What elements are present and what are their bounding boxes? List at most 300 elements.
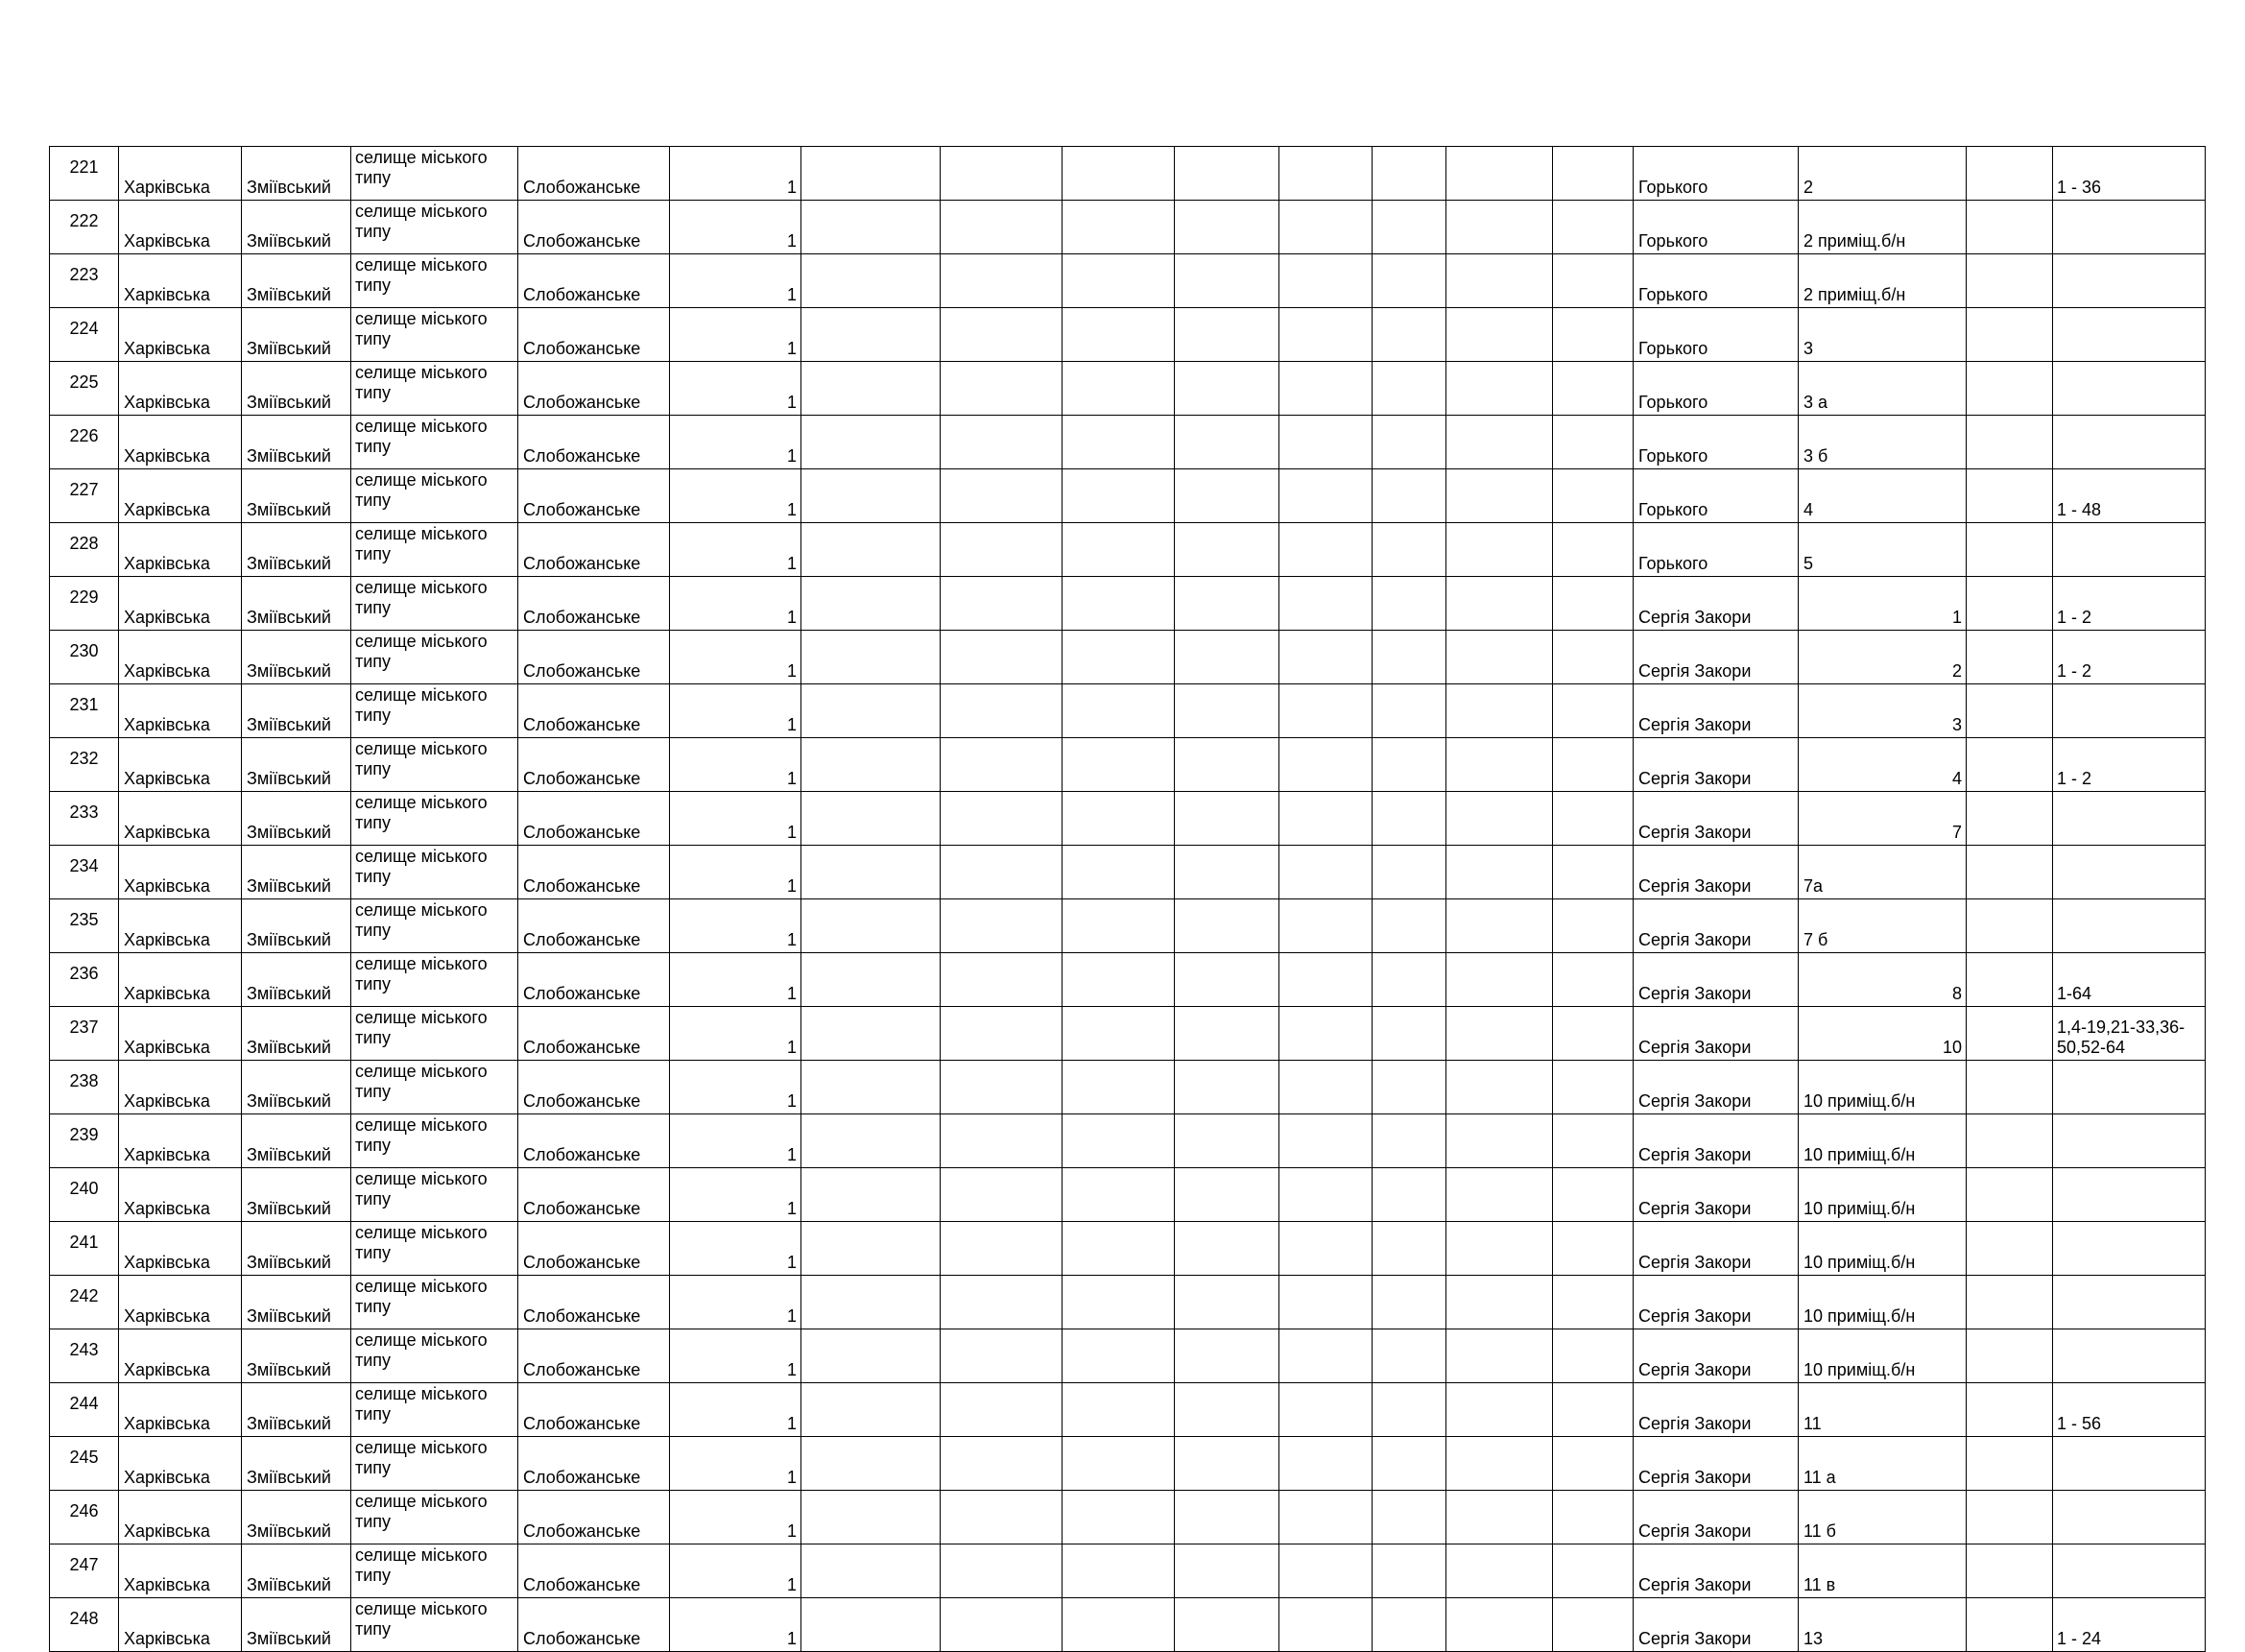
- cell-empty-8: [1553, 523, 1634, 577]
- cell-count: 1: [670, 953, 801, 1007]
- cell-house: 10 приміщ.б/н: [1799, 1168, 1967, 1222]
- cell-row-number: 231: [50, 684, 119, 738]
- cell-street: Сергія Закори: [1634, 1329, 1799, 1383]
- cell-district: Зміївський: [242, 1222, 351, 1276]
- cell-region: Харківська: [119, 254, 242, 308]
- cell-row-number: 234: [50, 846, 119, 899]
- cell-house: 3 а: [1799, 362, 1967, 416]
- cell-empty-3: [1063, 899, 1175, 953]
- cell-empty-4: [1175, 147, 1279, 201]
- cell-empty-8: [1553, 953, 1634, 1007]
- cell-empty-1: [801, 738, 941, 792]
- table-row: [50, 201, 2206, 254]
- cell-empty-4: [1175, 362, 1279, 416]
- cell-empty-3: [1063, 1276, 1175, 1329]
- cell-empty-2: [941, 1383, 1063, 1437]
- cell-settlement-type: селище міського типу: [351, 899, 518, 953]
- cell-district: Зміївський: [242, 1168, 351, 1222]
- cell-house: 4: [1799, 738, 1967, 792]
- cell-settlement-type: селище міського типу: [351, 1491, 518, 1544]
- table-row: [50, 1491, 2206, 1544]
- cell-empty-5: [1279, 362, 1373, 416]
- cell-settlement-type: селище міського типу: [351, 1168, 518, 1222]
- cell-house: 10: [1799, 1007, 1967, 1061]
- cell-empty-6: [1373, 1437, 1446, 1491]
- cell-district: Зміївський: [242, 254, 351, 308]
- cell-count: 1: [670, 1437, 801, 1491]
- cell-settlement-type: селище міського типу: [351, 1114, 518, 1168]
- cell-empty-7: [1446, 1491, 1553, 1544]
- cell-empty-8: [1553, 792, 1634, 846]
- cell-empty-9: [1967, 1598, 2053, 1652]
- cell-empty-2: [941, 899, 1063, 953]
- cell-empty-9: [1967, 792, 2053, 846]
- cell-region: Харківська: [119, 523, 242, 577]
- cell-empty-4: [1175, 899, 1279, 953]
- cell-empty-6: [1373, 254, 1446, 308]
- cell-empty-3: [1063, 684, 1175, 738]
- cell-empty-8: [1553, 1061, 1634, 1114]
- table-row: [50, 308, 2206, 362]
- cell-house: 11 б: [1799, 1491, 1967, 1544]
- cell-row-number: 232: [50, 738, 119, 792]
- cell-district: Зміївський: [242, 631, 351, 684]
- cell-apartments: [2053, 1222, 2206, 1276]
- cell-street: Сергія Закори: [1634, 1222, 1799, 1276]
- cell-settlement-name: Слобожанське: [518, 577, 670, 631]
- cell-count: 1: [670, 362, 801, 416]
- table-row: [50, 1437, 2206, 1491]
- cell-empty-5: [1279, 308, 1373, 362]
- cell-empty-6: [1373, 469, 1446, 523]
- cell-house: 11 а: [1799, 1437, 1967, 1491]
- cell-settlement-name: Слобожанське: [518, 1061, 670, 1114]
- cell-district: Зміївський: [242, 738, 351, 792]
- cell-row-number: 239: [50, 1114, 119, 1168]
- cell-empty-9: [1967, 1168, 2053, 1222]
- cell-count: 1: [670, 684, 801, 738]
- cell-settlement-type: селище міського типу: [351, 846, 518, 899]
- cell-empty-8: [1553, 846, 1634, 899]
- cell-count: 1: [670, 631, 801, 684]
- cell-empty-7: [1446, 846, 1553, 899]
- cell-empty-9: [1967, 1491, 2053, 1544]
- cell-district: Зміївський: [242, 362, 351, 416]
- cell-empty-5: [1279, 1383, 1373, 1437]
- cell-district: Зміївський: [242, 416, 351, 469]
- cell-empty-7: [1446, 254, 1553, 308]
- cell-empty-6: [1373, 147, 1446, 201]
- cell-empty-3: [1063, 1544, 1175, 1598]
- cell-empty-2: [941, 469, 1063, 523]
- cell-region: Харківська: [119, 147, 242, 201]
- cell-apartments: [2053, 1437, 2206, 1491]
- cell-street: Сергія Закори: [1634, 1007, 1799, 1061]
- table-row: [50, 147, 2206, 201]
- cell-settlement-type: селище міського типу: [351, 792, 518, 846]
- table-row: [50, 523, 2206, 577]
- cell-apartments: 1 - 2: [2053, 631, 2206, 684]
- cell-empty-2: [941, 792, 1063, 846]
- cell-empty-1: [801, 1437, 941, 1491]
- cell-empty-4: [1175, 1061, 1279, 1114]
- cell-row-number: 223: [50, 254, 119, 308]
- table-body: [50, 147, 2206, 1652]
- cell-settlement-type: селище міського типу: [351, 1329, 518, 1383]
- cell-empty-8: [1553, 1222, 1634, 1276]
- cell-empty-5: [1279, 1437, 1373, 1491]
- cell-empty-8: [1553, 1276, 1634, 1329]
- cell-empty-6: [1373, 308, 1446, 362]
- cell-empty-4: [1175, 1383, 1279, 1437]
- cell-empty-5: [1279, 1544, 1373, 1598]
- cell-empty-7: [1446, 684, 1553, 738]
- cell-row-number: 238: [50, 1061, 119, 1114]
- cell-settlement-name: Слобожанське: [518, 147, 670, 201]
- cell-count: 1: [670, 416, 801, 469]
- cell-row-number: 224: [50, 308, 119, 362]
- cell-empty-4: [1175, 1437, 1279, 1491]
- cell-empty-8: [1553, 362, 1634, 416]
- cell-house: 10 приміщ.б/н: [1799, 1222, 1967, 1276]
- cell-district: Зміївський: [242, 899, 351, 953]
- cell-district: Зміївський: [242, 846, 351, 899]
- cell-empty-1: [801, 899, 941, 953]
- table-row: [50, 362, 2206, 416]
- cell-empty-8: [1553, 147, 1634, 201]
- cell-row-number: 244: [50, 1383, 119, 1437]
- cell-empty-4: [1175, 577, 1279, 631]
- cell-street: Сергія Закори: [1634, 1598, 1799, 1652]
- table-row: [50, 469, 2206, 523]
- cell-empty-7: [1446, 792, 1553, 846]
- cell-region: Харківська: [119, 1168, 242, 1222]
- cell-empty-7: [1446, 1061, 1553, 1114]
- cell-house: 2: [1799, 631, 1967, 684]
- cell-empty-4: [1175, 523, 1279, 577]
- cell-settlement-type: селище міського типу: [351, 577, 518, 631]
- cell-empty-7: [1446, 416, 1553, 469]
- cell-count: 1: [670, 1114, 801, 1168]
- cell-street: Сергія Закори: [1634, 738, 1799, 792]
- cell-empty-5: [1279, 631, 1373, 684]
- cell-empty-4: [1175, 684, 1279, 738]
- cell-empty-3: [1063, 792, 1175, 846]
- table-row: [50, 577, 2206, 631]
- cell-settlement-type: селище міського типу: [351, 1598, 518, 1652]
- cell-empty-5: [1279, 1007, 1373, 1061]
- cell-district: Зміївський: [242, 1007, 351, 1061]
- cell-settlement-type: селище міського типу: [351, 254, 518, 308]
- cell-street: Горького: [1634, 416, 1799, 469]
- cell-district: Зміївський: [242, 201, 351, 254]
- cell-empty-6: [1373, 1491, 1446, 1544]
- cell-empty-8: [1553, 1598, 1634, 1652]
- cell-empty-4: [1175, 953, 1279, 1007]
- cell-house: 7: [1799, 792, 1967, 846]
- cell-street: Сергія Закори: [1634, 1383, 1799, 1437]
- cell-empty-5: [1279, 1276, 1373, 1329]
- cell-empty-5: [1279, 846, 1373, 899]
- cell-empty-8: [1553, 1383, 1634, 1437]
- cell-empty-2: [941, 1222, 1063, 1276]
- cell-settlement-type: селище міського типу: [351, 1437, 518, 1491]
- cell-empty-3: [1063, 738, 1175, 792]
- cell-empty-1: [801, 362, 941, 416]
- cell-empty-3: [1063, 254, 1175, 308]
- cell-house: 8: [1799, 953, 1967, 1007]
- cell-empty-9: [1967, 1114, 2053, 1168]
- cell-street: Сергія Закори: [1634, 1544, 1799, 1598]
- cell-settlement-name: Слобожанське: [518, 846, 670, 899]
- cell-row-number: 230: [50, 631, 119, 684]
- cell-empty-9: [1967, 684, 2053, 738]
- table-row: [50, 1544, 2206, 1598]
- cell-settlement-name: Слобожанське: [518, 469, 670, 523]
- cell-apartments: 1-64: [2053, 953, 2206, 1007]
- cell-empty-9: [1967, 846, 2053, 899]
- cell-settlement-type: селище міського типу: [351, 1544, 518, 1598]
- cell-apartments: 1 - 48: [2053, 469, 2206, 523]
- cell-count: 1: [670, 469, 801, 523]
- cell-empty-2: [941, 738, 1063, 792]
- cell-house: 2: [1799, 147, 1967, 201]
- cell-empty-3: [1063, 416, 1175, 469]
- cell-house: 10 приміщ.б/н: [1799, 1329, 1967, 1383]
- cell-empty-6: [1373, 684, 1446, 738]
- cell-empty-5: [1279, 792, 1373, 846]
- cell-empty-4: [1175, 1114, 1279, 1168]
- cell-district: Зміївський: [242, 792, 351, 846]
- cell-row-number: 222: [50, 201, 119, 254]
- cell-empty-2: [941, 416, 1063, 469]
- cell-empty-9: [1967, 201, 2053, 254]
- cell-empty-5: [1279, 254, 1373, 308]
- cell-settlement-type: селище міського типу: [351, 1061, 518, 1114]
- cell-empty-3: [1063, 1437, 1175, 1491]
- cell-empty-3: [1063, 1491, 1175, 1544]
- cell-empty-9: [1967, 1437, 2053, 1491]
- cell-settlement-name: Слобожанське: [518, 1276, 670, 1329]
- cell-region: Харківська: [119, 201, 242, 254]
- cell-settlement-name: Слобожанське: [518, 1114, 670, 1168]
- cell-street: Сергія Закори: [1634, 1061, 1799, 1114]
- cell-empty-5: [1279, 899, 1373, 953]
- cell-empty-4: [1175, 1329, 1279, 1383]
- cell-empty-2: [941, 1168, 1063, 1222]
- cell-district: Зміївський: [242, 469, 351, 523]
- cell-settlement-type: селище міського типу: [351, 1383, 518, 1437]
- cell-street: Горького: [1634, 308, 1799, 362]
- cell-count: 1: [670, 792, 801, 846]
- cell-empty-7: [1446, 899, 1553, 953]
- cell-row-number: 235: [50, 899, 119, 953]
- cell-settlement-name: Слобожанське: [518, 1437, 670, 1491]
- cell-row-number: 245: [50, 1437, 119, 1491]
- cell-empty-9: [1967, 738, 2053, 792]
- cell-empty-1: [801, 201, 941, 254]
- cell-empty-2: [941, 308, 1063, 362]
- cell-row-number: 243: [50, 1329, 119, 1383]
- cell-district: Зміївський: [242, 577, 351, 631]
- cell-empty-1: [801, 1061, 941, 1114]
- cell-house: 3: [1799, 308, 1967, 362]
- cell-street: Сергія Закори: [1634, 1437, 1799, 1491]
- cell-empty-2: [941, 1329, 1063, 1383]
- cell-empty-6: [1373, 1276, 1446, 1329]
- table-row: [50, 1383, 2206, 1437]
- cell-empty-2: [941, 523, 1063, 577]
- cell-empty-8: [1553, 1007, 1634, 1061]
- cell-empty-5: [1279, 1222, 1373, 1276]
- table-row: [50, 416, 2206, 469]
- cell-empty-6: [1373, 1222, 1446, 1276]
- cell-empty-3: [1063, 201, 1175, 254]
- cell-region: Харківська: [119, 1007, 242, 1061]
- cell-street: Горького: [1634, 254, 1799, 308]
- cell-settlement-name: Слобожанське: [518, 631, 670, 684]
- cell-empty-7: [1446, 631, 1553, 684]
- cell-empty-9: [1967, 1276, 2053, 1329]
- cell-empty-9: [1967, 416, 2053, 469]
- cell-empty-7: [1446, 738, 1553, 792]
- cell-empty-5: [1279, 1329, 1373, 1383]
- cell-empty-3: [1063, 1061, 1175, 1114]
- address-table: [49, 146, 2206, 1652]
- cell-apartments: [2053, 792, 2206, 846]
- cell-count: 1: [670, 1329, 801, 1383]
- cell-count: 1: [670, 899, 801, 953]
- table-row: [50, 953, 2206, 1007]
- cell-row-number: 246: [50, 1491, 119, 1544]
- cell-house: 11: [1799, 1383, 1967, 1437]
- cell-empty-9: [1967, 1222, 2053, 1276]
- cell-row-number: 225: [50, 362, 119, 416]
- cell-settlement-name: Слобожанське: [518, 1329, 670, 1383]
- cell-empty-8: [1553, 577, 1634, 631]
- cell-district: Зміївський: [242, 308, 351, 362]
- cell-empty-8: [1553, 1114, 1634, 1168]
- cell-empty-9: [1967, 523, 2053, 577]
- cell-count: 1: [670, 1168, 801, 1222]
- cell-empty-8: [1553, 469, 1634, 523]
- cell-empty-1: [801, 631, 941, 684]
- table-row: [50, 1061, 2206, 1114]
- cell-district: Зміївський: [242, 1383, 351, 1437]
- cell-empty-1: [801, 1168, 941, 1222]
- cell-empty-9: [1967, 899, 2053, 953]
- cell-empty-3: [1063, 147, 1175, 201]
- cell-empty-6: [1373, 631, 1446, 684]
- cell-count: 1: [670, 1007, 801, 1061]
- cell-empty-7: [1446, 1329, 1553, 1383]
- cell-count: 1: [670, 523, 801, 577]
- cell-region: Харківська: [119, 308, 242, 362]
- cell-settlement-type: селище міського типу: [351, 201, 518, 254]
- cell-empty-4: [1175, 254, 1279, 308]
- cell-empty-5: [1279, 1114, 1373, 1168]
- cell-district: Зміївський: [242, 1598, 351, 1652]
- cell-apartments: [2053, 1544, 2206, 1598]
- cell-district: Зміївський: [242, 684, 351, 738]
- cell-street: Сергія Закори: [1634, 1114, 1799, 1168]
- cell-settlement-type: селище міського типу: [351, 631, 518, 684]
- cell-row-number: 247: [50, 1544, 119, 1598]
- cell-empty-7: [1446, 1114, 1553, 1168]
- cell-count: 1: [670, 1222, 801, 1276]
- cell-district: Зміївський: [242, 1329, 351, 1383]
- cell-apartments: [2053, 308, 2206, 362]
- cell-district: Зміївський: [242, 1544, 351, 1598]
- cell-empty-1: [801, 846, 941, 899]
- cell-region: Харківська: [119, 362, 242, 416]
- cell-empty-6: [1373, 1544, 1446, 1598]
- cell-empty-8: [1553, 1544, 1634, 1598]
- table-row: [50, 1114, 2206, 1168]
- cell-empty-6: [1373, 899, 1446, 953]
- cell-region: Харківська: [119, 738, 242, 792]
- cell-empty-6: [1373, 1329, 1446, 1383]
- cell-settlement-name: Слобожанське: [518, 738, 670, 792]
- cell-empty-5: [1279, 416, 1373, 469]
- cell-empty-8: [1553, 1437, 1634, 1491]
- cell-empty-1: [801, 1329, 941, 1383]
- cell-region: Харківська: [119, 1061, 242, 1114]
- cell-empty-6: [1373, 523, 1446, 577]
- cell-empty-4: [1175, 738, 1279, 792]
- cell-empty-2: [941, 577, 1063, 631]
- cell-empty-6: [1373, 362, 1446, 416]
- cell-apartments: [2053, 1491, 2206, 1544]
- cell-empty-1: [801, 1222, 941, 1276]
- cell-house: 10 приміщ.б/н: [1799, 1114, 1967, 1168]
- cell-empty-3: [1063, 846, 1175, 899]
- cell-empty-1: [801, 416, 941, 469]
- cell-empty-8: [1553, 416, 1634, 469]
- cell-region: Харківська: [119, 1383, 242, 1437]
- cell-region: Харківська: [119, 1114, 242, 1168]
- cell-empty-1: [801, 1383, 941, 1437]
- cell-apartments: [2053, 1114, 2206, 1168]
- cell-count: 1: [670, 846, 801, 899]
- cell-settlement-name: Слобожанське: [518, 416, 670, 469]
- cell-count: 1: [670, 738, 801, 792]
- cell-empty-5: [1279, 577, 1373, 631]
- cell-region: Харківська: [119, 846, 242, 899]
- cell-house: 1: [1799, 577, 1967, 631]
- cell-empty-2: [941, 362, 1063, 416]
- cell-empty-2: [941, 953, 1063, 1007]
- cell-settlement-type: селище міського типу: [351, 308, 518, 362]
- cell-empty-8: [1553, 1329, 1634, 1383]
- table-row: [50, 1598, 2206, 1652]
- cell-empty-2: [941, 1114, 1063, 1168]
- cell-empty-1: [801, 1544, 941, 1598]
- cell-empty-4: [1175, 201, 1279, 254]
- cell-empty-1: [801, 1598, 941, 1652]
- cell-empty-3: [1063, 631, 1175, 684]
- cell-settlement-name: Слобожанське: [518, 1491, 670, 1544]
- cell-apartments: [2053, 1168, 2206, 1222]
- cell-empty-3: [1063, 1329, 1175, 1383]
- cell-count: 1: [670, 201, 801, 254]
- cell-empty-6: [1373, 792, 1446, 846]
- cell-settlement-type: селище міського типу: [351, 469, 518, 523]
- cell-empty-3: [1063, 362, 1175, 416]
- cell-empty-1: [801, 147, 941, 201]
- cell-empty-3: [1063, 1383, 1175, 1437]
- cell-settlement-name: Слобожанське: [518, 308, 670, 362]
